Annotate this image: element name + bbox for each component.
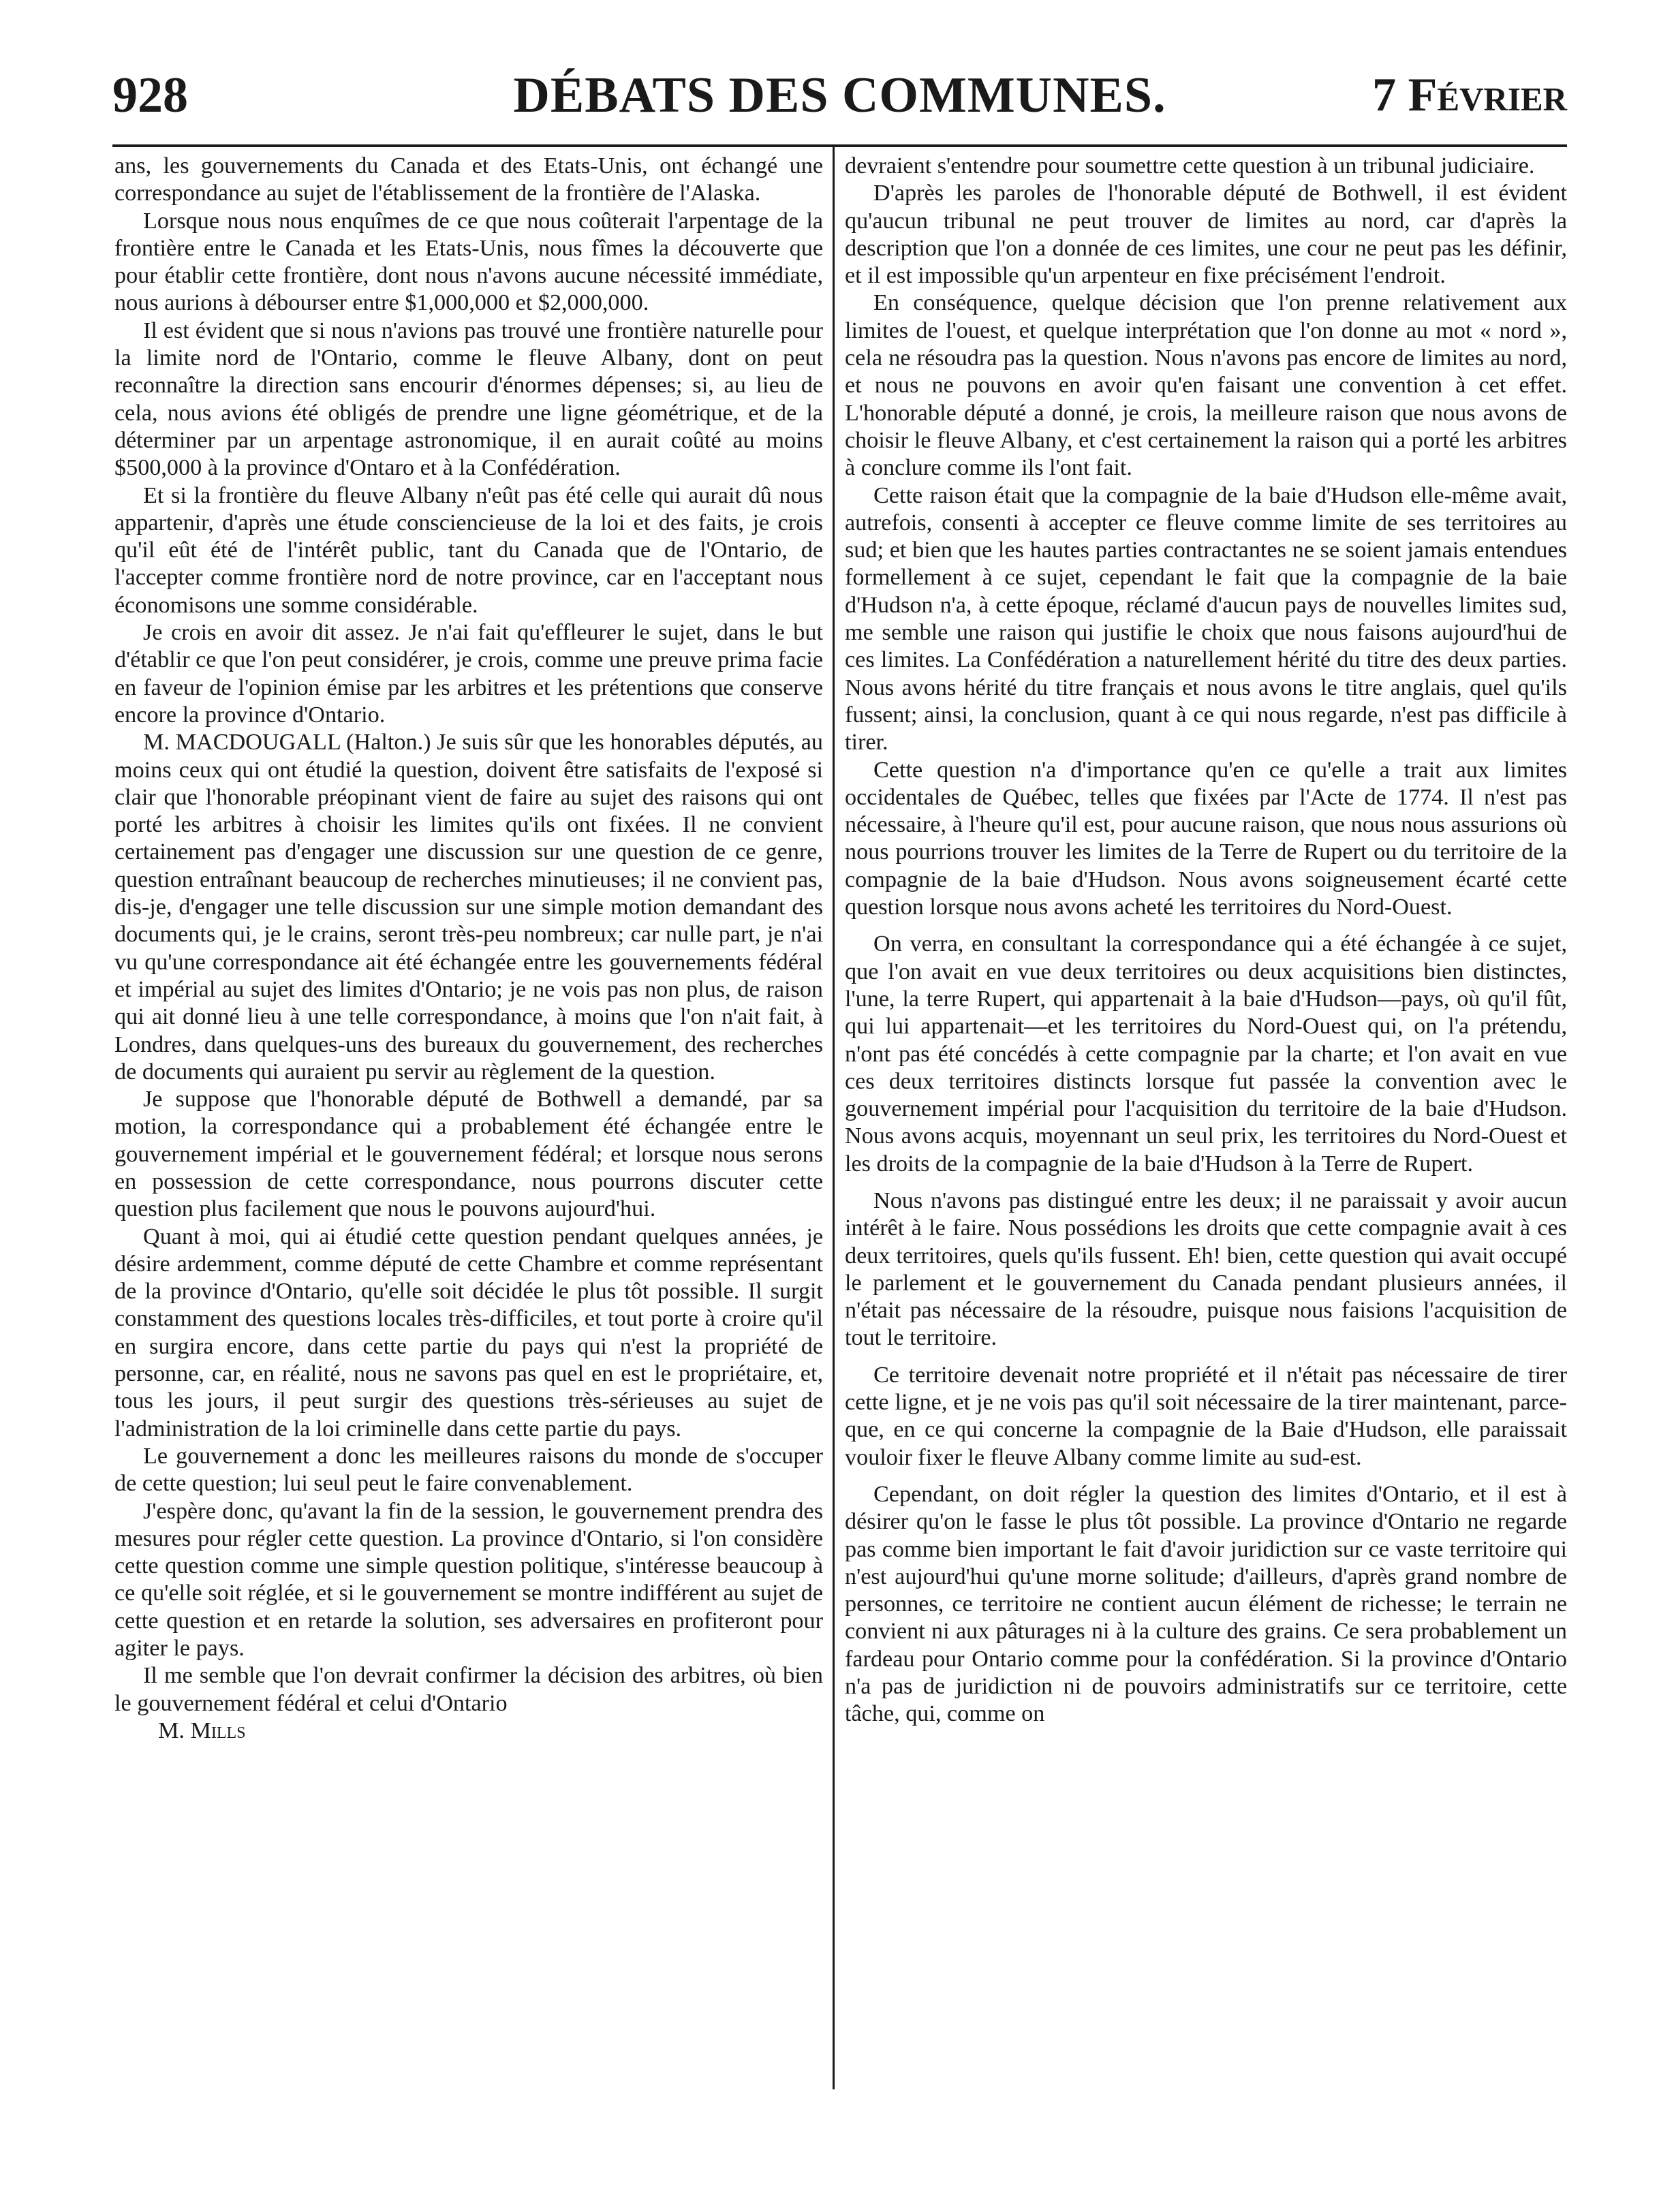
paragraph: En conséquence, quelque décision que l'on prenne relativement aux limites de l'ouest, et quelque interprétation que l'on donne au mot « nord », cela ne résoudra pas la question. Nous n'avons pas encore de limites au nord, et nous ne pouvons en avoir qu'en faisant une convention à cet effet. L'honorable député a donné, je crois, la meilleure raison que nous avons de choisir le fleuve Albany, et c'est certainement la raison qui a porté les arbitres à conclure comme ils l'ont fait.	[845, 290, 1567, 481]
paragraph: Ce territoire devenait notre propriété et il n'était pas nécessaire de tirer cette ligne, et je ne vois pas qu'il soit nécessaire de la tirer maintenant, parce-que, en ce qui concerne la compagnie de la Baie d'Hudson, elle paraissait vouloir fixer le fleuve Albany comme limite au sud-est.	[845, 1362, 1567, 1470]
paragraph: devraient s'entendre pour soumettre cette question à un tribunal judiciaire.	[845, 153, 1535, 178]
column-divider	[833, 144, 835, 2089]
paragraph: Il est évident que si nous n'avions pas trouvé une frontière naturelle pour la limite nord de l'Ontario, comme le fleuve Albany, dont on peut reconnaître la direction sans encourir d'énormes dépenses; si, au lieu de cela, nous avions été obligés de prendre une ligne géométrique, et de la déterminer par un arpentage astronomique, il en aurait coûté au moins $500,000 à la province d'Ontaro et à la Confédération.	[114, 317, 823, 481]
paragraph: Je crois en avoir dit assez. Je n'ai fait qu'effleurer le sujet, dans le but d'établir ce que l'on peut considérer, je crois, comme une preuve prima facie en faveur de l'opinion émise par les arbitres et les prétentions que conserve encore la province d'Ontario.	[114, 620, 823, 728]
paragraph: M. MACDOUGALL (Halton.) Je suis sûr que les honorables députés, au moins ceux qui ont étudié la question, doivent être satisfaits de l'exposé si clair que l'honorable préopinant vient de faire au sujet des raisons qui ont porté les arbitres à choisir les limites qu'ils ont fixées. Il ne convient certainement pas d'engager une discussion sur une question de ce genre, question entraînant beaucoup de recherches minutieuses; il ne convient pas, dis-je, d'engager une telle discussion sur une simple motion demandant des documents qui, je le crains, seront très-peu nombreux; car nulle part, je n'ai vu qu'une correspondance ait été échangée entre les gouvernements fédéral et impérial au sujet des limites d'Ontario; je ne vois pas non plus, de raison qui ait donné lieu à une telle correspondance, à moins que l'on n'ait fait, à Londres, dans quelques-uns des bureaux du gouvernement, des recherches de documents qui auraient pu servir au règlement de la question.	[114, 730, 823, 1085]
page-number: 928	[112, 67, 188, 123]
paragraph: Le gouvernement a donc les meilleures raisons du monde de s'occuper de cette question; lui seul peut le faire convenablement.	[114, 1443, 823, 1497]
paragraph: Il me semble que l'on devrait confirmer la décision des arbitres, où bien le gouvernement fédéral et celui d'Ontario	[114, 1663, 823, 1716]
left-column	[114, 153, 823, 1745]
paragraph: J'espère donc, qu'avant la fin de la session, le gouvernement prendra des mesures pour régler cette question. La province d'Ontario, si l'on considère cette question comme une simple question politique, s'intéresse beaucoup à ce qu'elle soit réglée, et si le gouvernement se montre indifférent au sujet de cette question et en retarde la solution, ses adversaires en profiteront pour agiter le pays.	[114, 1498, 823, 1662]
paragraph: Cependant, on doit régler la question des limites d'Ontario, et il est à désirer qu'on le fasse le plus tôt possible. La province d'Ontario ne regarde pas comme bien important le fait d'avoir juridiction sur ce vaste territoire qui n'est aujourd'hui qu'une morne solitude; d'ailleurs, d'après grand nombre de personnes, ce territoire ne contient aucun élément de richesse; le terrain ne convient ni aux pâturages ni à la culture des grains. Ce sera probablement un fardeau pour Ontario comme pour la confédération. Si la province d'Ontario n'a pas de juridiction ni de pouvoirs administratifs sur ce territoire, cette tâche, qui, comme on	[845, 1481, 1567, 1727]
paragraph: On verra, en consultant la correspondance qui a été échangée à ce sujet, que l'on avait en vue deux territoires ou deux acquisitions bien distinctes, l'une, la terre Rupert, qui appartenait à la baie d'Hudson—pays, où qu'il fût, qui lui appartenait—et les territoires du Nord-Ouest qui, on l'a prétendu, n'ont pas été concédés à cette compagnie par la charte; et l'on avait en vue ces deux territoires distincts lorsque fut passée la convention avec le gouvernement impérial pour l'acquisition du territoire de la baie d'Hudson. Nous avons acquis, moyennant un seul prix, les territoires du Nord-Ouest et les droits de la compagnie de la baie d'Hudson à la Terre de Rupert.	[845, 931, 1567, 1177]
paragraph: D'après les paroles de l'honorable député de Bothwell, il est évident qu'aucun tribunal ne peut trouver de limites au nord, car d'après la description que l'on a donnée de ces limites, une cour ne peut pas les définir, et il est impossible qu'un arpenteur en fixe précisément l'endroit.	[845, 181, 1567, 289]
right-column	[845, 153, 1567, 1728]
paragraph: Nous n'avons pas distingué entre les deux; il ne paraissait y avoir aucun intérêt à le faire. Nous possédions les droits que cette compagnie avait à ces deux territoires, quels qu'ils fussent. Eh! bien, cette question qui avait occupé le parlement et le gouvernement du Canada pendant plusieurs années, il n'était pas nécessaire de la résoudre, puisque nous faisions l'acquisition de tout le territoire.	[845, 1187, 1567, 1351]
header-rule	[112, 144, 1567, 147]
paragraph: Je suppose que l'honorable député de Bothwell a demandé, par sa motion, la correspondance qui a probablement été échangée entre le gouvernement impérial et le gouvernement fédéral; et lorsque nous serons en possession de cette correspondance, nous pourrons discuter cette question plus facilement que nous le pouvons aujourd'hui.	[114, 1087, 823, 1222]
speaker-signature: M. Mills	[158, 1717, 246, 1743]
paragraph: Quant à moi, qui ai étudié cette question pendant quelques années, je désire ardemment, comme député de cette Chambre et comme représentant de la province d'Ontario, qu'elle soit décidée le plus tôt possible. Il surgit constamment des questions locales très-difficiles, et tout porte à croire qu'il en surgira encore, dans cette partie du pays qui n'est la propriété de personne, car, en réalité, nous ne savons pas quel en est le propriétaire, et, tous les jours, il peut surgir des questions très-sérieuses au sujet de l'administration de la loi criminelle dans cette partie du pays.	[114, 1224, 823, 1442]
paragraph: ans, les gouvernements du Canada et des Etats-Unis, ont échangé une correspondance au sujet de l'établissement de la frontière de l'Alaska.	[114, 153, 823, 206]
paragraph: Cette question n'a d'importance qu'en ce qu'elle a trait aux limites occidentales de Québec, telles que fixées par l'Acte de 1774. Il n'est pas nécessaire, à l'heure qu'il est, pour aucune raison, que nous nous assurions où nous pourrions trouver les limites de la Terre de Rupert ou du territoire de la compagnie de la baie d'Hudson. Nous avons soigneusement écarté cette question lorsque nous avons acheté les territoires du Nord-Ouest.	[845, 757, 1567, 920]
paragraph: Lorsque nous nous enquîmes de ce que nous coûterait l'arpentage de la frontière entre le Canada et les Etats-Unis, nous fîmes la découverte que pour établir cette frontière, dont nous n'avons aucune nécessité immédiate, nous aurions à débourser entre $1,000,000 et $2,000,000.	[114, 208, 823, 316]
publication-title: DÉBATS DES COMMUNES.	[513, 67, 1166, 123]
header-date: 7 Février	[1372, 69, 1567, 121]
page-header	[112, 61, 1567, 136]
paragraph: Cette raison était que la compagnie de la baie d'Hudson elle-même avait, autrefois, consenti à accepter ce fleuve comme limite de ses territoires au sud; et bien que les hautes parties contractantes ne se soient jamais entendues formellement à ce sujet, cependant le fait que la compagnie de la baie d'Hudson n'a, à cette époque, réclamé d'aucun pays de nouvelles limites sud, me semble une raison qui justifie le choix que nous faisons aujourd'hui de ces limites. La Confédération a naturellement hérité du titre des deux parties. Nous avons hérité du titre français et nous avons le titre anglais, quel qu'ils fussent; ainsi, la conclusion, quant à ce qui nous regarde, n'est pas difficile à tirer.	[845, 482, 1567, 755]
paragraph: Et si la frontière du fleuve Albany n'eût pas été celle qui aurait dû nous appartenir, d'après une étude consciencieuse de la loi et des faits, je crois qu'il eût été de l'intérêt public, tant du Canada que de l'Ontario, de l'accepter comme frontière nord de notre province, car en l'acceptant nous économisons une somme considérable.	[114, 482, 823, 618]
